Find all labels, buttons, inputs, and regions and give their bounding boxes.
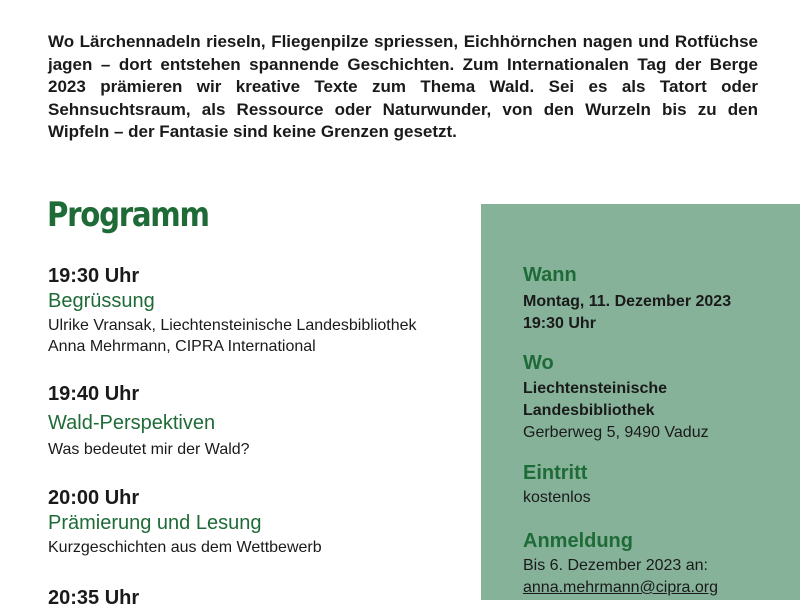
info-registration-heading: Anmeldung	[523, 530, 633, 552]
info-admission-text: kostenlos	[523, 489, 591, 506]
info-venue-line2: Landesbibliothek	[523, 402, 655, 419]
program-item	[48, 265, 417, 357]
info-when	[523, 264, 731, 335]
registration-email-link[interactable]: anna.mehrmann@cipra.org	[523, 579, 719, 596]
program-item	[48, 587, 139, 610]
program-time: 20:35 Uhr	[48, 587, 140, 609]
info-address: Gerberweg 5, 9490 Vaduz	[523, 424, 709, 441]
program-description: Kurzgeschichten aus dem Wettbewerb	[48, 539, 322, 556]
program-title: Begrüssung	[48, 290, 155, 312]
info-admission-heading: Eintritt	[523, 462, 588, 484]
info-registration	[523, 530, 718, 599]
info-admission	[523, 462, 591, 509]
program-speaker: Anna Mehrmann, CIPRA International	[48, 338, 316, 355]
program-title: Wald-Perspektiven	[48, 412, 216, 434]
program-speaker: Ulrike Vransak, Liechtensteinische Landesbibliothek	[48, 317, 417, 334]
info-when-heading: Wann	[523, 264, 577, 286]
info-registration-text: Bis 6. Dezember 2023 an:	[523, 557, 708, 574]
programm-heading: Programm	[47, 195, 209, 235]
event-info-box	[481, 204, 800, 600]
info-where-heading: Wo	[523, 352, 554, 374]
program-item	[48, 487, 322, 558]
info-date: Montag, 11. Dezember 2023	[523, 293, 732, 310]
intro-paragraph: Wo Lärchennadeln rieseln, Fliegenpilze spriessen, Eichhörnchen nagen und Rotfüchse jagen – dort entstehen spannende Geschichten. Zum Internationalen Tag der Berge 2023 prämieren wir kreative Texte zum Thema Wald. Sei es als Tatort oder Sehnsuchtsraum, als Ressource oder Naturwunder, von den Wurzeln bis zu den Wipfeln – der Fantasie sind keine Grenzen gesetzt.	[48, 32, 758, 142]
program-time: 19:40 Uhr	[48, 383, 140, 405]
info-time: 19:30 Uhr	[523, 315, 596, 332]
program-time: 20:00 Uhr	[48, 487, 140, 509]
info-venue-line1: Liechtensteinische	[523, 380, 668, 397]
program-time: 19:30 Uhr	[48, 265, 140, 287]
program-item	[48, 383, 250, 460]
info-where	[523, 352, 709, 444]
program-title: Prämierung und Lesung	[48, 512, 262, 534]
program-description: Was bedeutet mir der Wald?	[48, 441, 250, 458]
